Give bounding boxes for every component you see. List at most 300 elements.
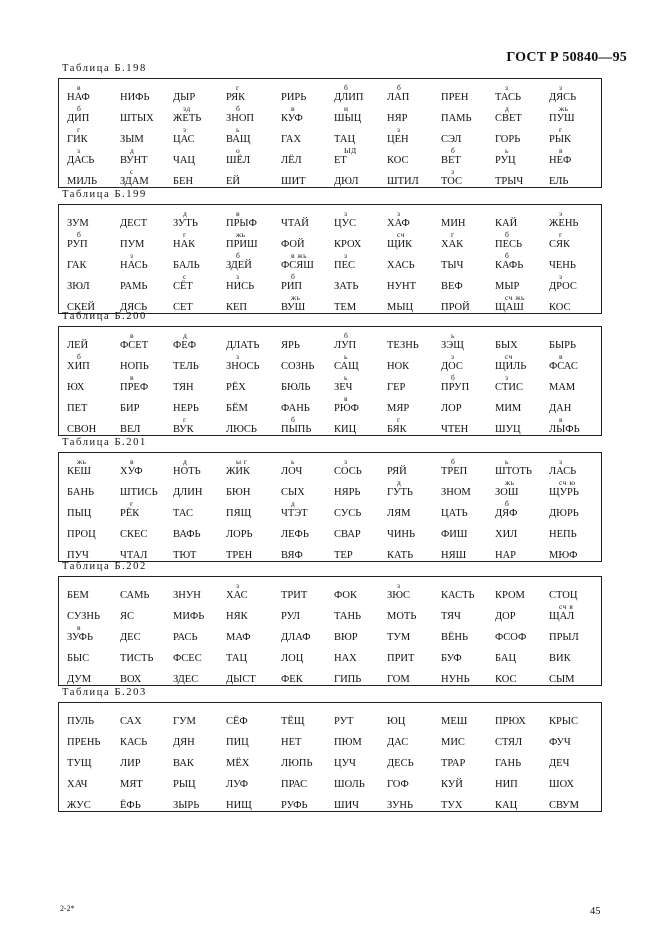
pronunciation-mark — [173, 499, 227, 508]
syllable-word: ЗЮС — [387, 590, 411, 601]
pronunciation-mark: с — [183, 272, 187, 281]
syllable-word: ФСЕС — [173, 653, 202, 664]
table-cell — [120, 394, 174, 414]
table-cell — [67, 623, 121, 643]
table-cell — [495, 146, 549, 166]
table-cell — [67, 230, 121, 250]
table-cell — [120, 623, 174, 643]
table-cell — [334, 623, 388, 643]
syllable-word: ЛОЦ — [281, 653, 304, 664]
pronunciation-mark — [226, 415, 280, 424]
syllable-word: КАФЬ — [495, 260, 524, 271]
syllable-word: РЯЙ — [387, 466, 407, 477]
pronunciation-mark — [441, 209, 495, 218]
table-cell — [495, 478, 549, 498]
syllable-word: ШИТ — [281, 176, 306, 187]
syllable-word: НАСЬ — [120, 260, 148, 271]
pronunciation-mark — [549, 499, 603, 508]
pronunciation-mark — [334, 230, 388, 239]
pronunciation-mark — [120, 104, 174, 113]
syllable-word: ПРИШ — [226, 239, 258, 250]
table-cell — [226, 623, 280, 643]
pronunciation-mark: з — [559, 272, 563, 281]
syllable-word: ЮХ — [67, 382, 85, 393]
pronunciation-mark: д — [505, 104, 510, 113]
pronunciation-mark — [281, 167, 335, 176]
pronunciation-mark — [281, 352, 335, 361]
pronunciation-mark — [334, 272, 388, 281]
pronunciation-mark — [67, 499, 121, 508]
table-cell — [495, 791, 549, 811]
table-cell — [67, 457, 121, 477]
syllable-word: ЕЛЬ — [549, 176, 569, 187]
pronunciation-mark — [173, 541, 227, 550]
pronunciation-mark — [549, 707, 603, 716]
table-cell — [173, 791, 227, 811]
pronunciation-mark — [495, 125, 549, 134]
table-cell — [281, 373, 335, 393]
syllable-word: ЛАСЬ — [549, 466, 577, 477]
pronunciation-mark — [120, 665, 174, 674]
syllable-word: ЗЫРЬ — [173, 800, 200, 811]
syllable-word: НИСЬ — [226, 281, 255, 292]
pronunciation-mark — [281, 770, 335, 779]
syllable-word: ДРОС — [549, 281, 577, 292]
pronunciation-mark — [495, 791, 549, 800]
pronunciation-mark — [441, 623, 495, 632]
table-cell — [495, 125, 549, 145]
table-cell — [67, 520, 121, 540]
table-cell — [387, 104, 441, 124]
syllable-word: СУСЬ — [334, 508, 362, 519]
pronunciation-mark — [495, 623, 549, 632]
table-cell — [226, 499, 280, 519]
syllable-word: СВУМ — [549, 800, 579, 811]
pronunciation-mark — [495, 209, 549, 218]
table-cell — [281, 272, 335, 292]
table-cell — [226, 394, 280, 414]
syllable-word: ЗЭЩ — [441, 340, 464, 351]
pronunciation-mark — [120, 352, 174, 361]
pronunciation-mark — [441, 770, 495, 779]
syllable-word: НЯК — [226, 611, 248, 622]
pronunciation-mark: з — [397, 581, 401, 590]
syllable-word: ЧТЭТ — [281, 508, 308, 519]
table-cell — [226, 707, 280, 727]
table-cell — [549, 331, 603, 351]
table-cell — [281, 352, 335, 372]
pronunciation-mark — [173, 352, 227, 361]
syllable-word: СЁФ — [226, 716, 248, 727]
pronunciation-mark: б — [291, 415, 296, 424]
table-cell — [549, 104, 603, 124]
pronunciation-mark — [549, 373, 603, 382]
syllable-word: ДЕС — [120, 632, 141, 643]
table-cell — [120, 728, 174, 748]
syllable-word: ТУХ — [441, 800, 463, 811]
syllable-word: РУТ — [334, 716, 354, 727]
syllable-word: ГИПЬ — [334, 674, 362, 685]
syllable-word: КАСТЬ — [441, 590, 475, 601]
table-cell — [495, 83, 549, 103]
table-cell — [495, 415, 549, 435]
table-cell — [226, 457, 280, 477]
syllable-word: ШТЫХ — [120, 113, 154, 124]
table-cell — [226, 644, 280, 664]
pronunciation-mark — [549, 331, 603, 340]
syllable-word: ДАС — [387, 737, 409, 748]
syllable-word: ДЛИН — [173, 487, 203, 498]
table-cell — [334, 272, 388, 292]
pronunciation-mark — [173, 373, 227, 382]
table-cell — [549, 791, 603, 811]
table-cell — [226, 415, 280, 435]
syllable-word: ЦЕН — [387, 134, 409, 145]
syllable-word: КОС — [387, 155, 409, 166]
pronunciation-mark — [387, 707, 441, 716]
syllable-word: ЗУТЬ — [173, 218, 198, 229]
table-cell — [120, 293, 174, 313]
table-cell — [441, 83, 495, 103]
syllable-word: СЕТ — [173, 302, 193, 313]
table-cell — [549, 644, 603, 664]
table-cell — [387, 665, 441, 685]
table-cell — [441, 665, 495, 685]
table-cell — [495, 623, 549, 643]
pronunciation-mark — [441, 394, 495, 403]
table-cell — [549, 352, 603, 372]
pronunciation-mark: б — [236, 104, 241, 113]
pronunciation-mark — [173, 251, 227, 260]
table-cell — [173, 83, 227, 103]
pronunciation-mark: ь — [344, 352, 348, 361]
table-cell — [281, 707, 335, 727]
table-cell — [173, 209, 227, 229]
syllable-word: ДЮРЬ — [549, 508, 579, 519]
pronunciation-mark — [495, 394, 549, 403]
syllable-word: ХАЧ — [67, 779, 88, 790]
pronunciation-mark: б — [77, 230, 82, 239]
syllable-word: ЗНУН — [173, 590, 201, 601]
table-cell — [387, 373, 441, 393]
table-cell — [495, 581, 549, 601]
table-cell — [334, 644, 388, 664]
syllable-word: ЯС — [120, 611, 135, 622]
pronunciation-mark: г — [559, 125, 563, 134]
table-cell — [120, 644, 174, 664]
pronunciation-mark — [226, 373, 280, 382]
table-cell — [441, 352, 495, 372]
syllable-word: ГУТЬ — [387, 487, 413, 498]
page-number: 45 — [590, 906, 601, 917]
table-cell — [549, 707, 603, 727]
syllable-word: ХИЛ — [495, 529, 518, 540]
pronunciation-mark — [387, 644, 441, 653]
pronunciation-mark — [441, 293, 495, 302]
table-cell — [226, 331, 280, 351]
syllable-word: СВОН — [67, 424, 97, 435]
pronunciation-mark — [120, 728, 174, 737]
pronunciation-mark — [387, 394, 441, 403]
syllable-word: ТЕМ — [334, 302, 357, 313]
pronunciation-mark: ь — [291, 457, 295, 466]
pronunciation-mark: з — [451, 352, 455, 361]
pronunciation-mark: жь — [236, 230, 246, 239]
pronunciation-mark — [334, 602, 388, 611]
syllable-word: ТЕЗНЬ — [387, 340, 419, 351]
syllable-word: ЯРЬ — [281, 340, 300, 351]
syllable-word: ЦУЧ — [334, 758, 356, 769]
syllable-word: МЫР — [495, 281, 520, 292]
syllable-word: НУНЬ — [441, 674, 470, 685]
table-cell — [281, 146, 335, 166]
table-cell — [226, 749, 280, 769]
table-cell — [495, 352, 549, 372]
syllable-word: ТЁЩ — [281, 716, 305, 727]
pronunciation-mark — [173, 520, 227, 529]
table-cell — [120, 272, 174, 292]
pronunciation-mark — [441, 104, 495, 113]
table-cell — [173, 728, 227, 748]
syllable-word: МИМ — [495, 403, 522, 414]
table-cell — [226, 478, 280, 498]
syllable-word: ХАФ — [387, 218, 410, 229]
pronunciation-mark — [334, 478, 388, 487]
pronunciation-mark — [120, 415, 174, 424]
pronunciation-mark — [549, 749, 603, 758]
pronunciation-mark — [441, 415, 495, 424]
syllable-word: ШЁЛ — [226, 155, 251, 166]
syllable-word: БИР — [120, 403, 140, 414]
pronunciation-mark — [226, 770, 280, 779]
syllable-word: РЮФ — [334, 403, 359, 414]
syllable-word: ЧЕНЬ — [549, 260, 576, 271]
syllable-word: ЗДЕЙ — [226, 260, 252, 271]
table-cell — [173, 373, 227, 393]
pronunciation-mark — [387, 520, 441, 529]
table-cell — [281, 394, 335, 414]
syllable-word: КУЙ — [441, 779, 463, 790]
table-cell — [173, 602, 227, 622]
pronunciation-mark — [173, 146, 227, 155]
syllable-word: ЧТЕН — [441, 424, 469, 435]
syllable-word: ЛЕФЬ — [281, 529, 309, 540]
pronunciation-mark — [173, 293, 227, 302]
syllable-word: ДЮЛ — [334, 176, 359, 187]
pronunciation-mark: жь — [291, 293, 301, 302]
pronunciation-mark: б — [451, 457, 456, 466]
syllable-word: ПУЛЬ — [67, 716, 94, 727]
table-cell — [281, 104, 335, 124]
pronunciation-mark: з — [130, 251, 134, 260]
pronunciation-mark: в — [130, 457, 135, 466]
pronunciation-mark — [67, 770, 121, 779]
table-cell — [387, 331, 441, 351]
pronunciation-mark — [387, 623, 441, 632]
pronunciation-mark: ь — [505, 146, 509, 155]
word-table — [58, 326, 602, 436]
syllable-word: ЧТАЙ — [281, 218, 309, 229]
syllable-word: ГУМ — [173, 716, 196, 727]
pronunciation-mark: д — [183, 331, 188, 340]
syllable-word: РЫК — [549, 134, 571, 145]
pronunciation-mark — [495, 770, 549, 779]
table-cell — [226, 293, 280, 313]
table-cell — [173, 707, 227, 727]
table-cell — [334, 770, 388, 790]
table-cell — [387, 125, 441, 145]
table-cell — [549, 665, 603, 685]
syllable-word: ЩАШ — [495, 302, 524, 313]
table-cell — [334, 251, 388, 271]
syllable-word: ДАН — [549, 403, 572, 414]
syllable-word: СКЕС — [120, 529, 148, 540]
syllable-word: ТАЦ — [334, 134, 356, 145]
syllable-word: ТАСЬ — [495, 92, 521, 103]
table-cell — [281, 209, 335, 229]
pronunciation-mark — [281, 125, 335, 134]
pronunciation-mark: в — [559, 146, 564, 155]
syllable-word: ГАК — [67, 260, 87, 271]
syllable-word: БЁМ — [226, 403, 248, 414]
table-cell — [334, 293, 388, 313]
pronunciation-mark — [173, 791, 227, 800]
syllable-word: ВЁНЬ — [441, 632, 469, 643]
table-cell — [67, 146, 121, 166]
table-cell — [495, 728, 549, 748]
pronunciation-mark: в — [77, 623, 82, 632]
syllable-word: МАМ — [549, 382, 576, 393]
table-cell — [441, 499, 495, 519]
table-cell — [387, 478, 441, 498]
pronunciation-mark: з — [344, 251, 348, 260]
pronunciation-mark: в жь — [291, 251, 308, 260]
syllable-word: ЗНОП — [226, 113, 255, 124]
syllable-word: КАТЬ — [387, 550, 414, 561]
pronunciation-mark — [387, 104, 441, 113]
table-cell — [120, 331, 174, 351]
pronunciation-mark — [334, 623, 388, 632]
syllable-word: ЗЫМ — [120, 134, 144, 145]
pronunciation-mark: сч — [397, 230, 405, 239]
syllable-word: БЮН — [226, 487, 251, 498]
table-cell — [441, 272, 495, 292]
pronunciation-mark — [549, 728, 603, 737]
table-cell — [495, 770, 549, 790]
table-cell — [120, 104, 174, 124]
syllable-word: ЛИР — [120, 758, 141, 769]
table-cell — [120, 83, 174, 103]
pronunciation-mark: д — [183, 457, 188, 466]
pronunciation-mark — [387, 665, 441, 674]
syllable-word: ДЫР — [173, 92, 196, 103]
pronunciation-mark — [387, 770, 441, 779]
table-cell — [387, 728, 441, 748]
pronunciation-mark — [495, 581, 549, 590]
table-cell — [281, 520, 335, 540]
table-cell — [281, 623, 335, 643]
pronunciation-mark: б — [77, 104, 82, 113]
pronunciation-mark — [281, 83, 335, 92]
syllable-word: ГОФ — [387, 779, 409, 790]
table-cell — [120, 146, 174, 166]
pronunciation-mark — [120, 293, 174, 302]
table-cell — [441, 125, 495, 145]
syllable-word: КАСЬ — [120, 737, 148, 748]
table-cell — [387, 581, 441, 601]
table-cell — [441, 293, 495, 313]
table-cell — [67, 83, 121, 103]
table-cell — [120, 791, 174, 811]
syllable-word: СТЯЛ — [495, 737, 523, 748]
pronunciation-mark: зд — [183, 104, 191, 113]
syllable-word: САЩ — [334, 361, 359, 372]
table-cell — [549, 602, 603, 622]
table-cell — [441, 770, 495, 790]
syllable-word: МЕШ — [441, 716, 468, 727]
syllable-word: ДЛАФ — [281, 632, 311, 643]
pronunciation-mark — [173, 478, 227, 487]
pronunciation-mark — [334, 770, 388, 779]
syllable-word: ШОХ — [549, 779, 574, 790]
pronunciation-mark — [387, 293, 441, 302]
syllable-word: МАФ — [226, 632, 251, 643]
pronunciation-mark — [334, 167, 388, 176]
syllable-word: ЕЙ — [226, 176, 240, 187]
pronunciation-mark: в — [130, 373, 135, 382]
syllable-word: НЕФ — [549, 155, 572, 166]
syllable-word: ПАМЬ — [441, 113, 472, 124]
table-cell — [120, 707, 174, 727]
syllable-word: ПИЦ — [226, 737, 249, 748]
syllable-word: СВАР — [334, 529, 361, 540]
syllable-word: ВАФЬ — [173, 529, 201, 540]
pronunciation-mark — [173, 394, 227, 403]
table-cell — [120, 125, 174, 145]
syllable-word: СЯК — [549, 239, 571, 250]
table-cell — [549, 581, 603, 601]
syllable-word: ПРОЦ — [67, 529, 96, 540]
pronunciation-mark — [334, 520, 388, 529]
pronunciation-mark — [173, 167, 227, 176]
table-cell — [441, 209, 495, 229]
table-cell — [387, 167, 441, 187]
pronunciation-mark — [120, 520, 174, 529]
pronunciation-mark — [387, 373, 441, 382]
syllable-word: ЕТ — [334, 155, 347, 166]
syllable-word: СЫХ — [281, 487, 305, 498]
table-cell — [226, 602, 280, 622]
table-cell — [495, 665, 549, 685]
table-cell — [334, 331, 388, 351]
pronunciation-mark — [120, 209, 174, 218]
table-cell — [173, 770, 227, 790]
table-cell — [120, 373, 174, 393]
pronunciation-mark: и — [344, 104, 349, 113]
table-cell — [387, 541, 441, 561]
pronunciation-mark: г — [559, 230, 563, 239]
table-caption: Таблица Б.202 — [62, 561, 147, 572]
table-cell — [334, 602, 388, 622]
table-cell — [549, 728, 603, 748]
table-cell — [549, 749, 603, 769]
syllable-word: СУЗНЬ — [67, 611, 101, 622]
pronunciation-mark: б — [344, 83, 349, 92]
pronunciation-mark — [67, 602, 121, 611]
table-cell — [67, 352, 121, 372]
table-cell — [334, 167, 388, 187]
pronunciation-mark — [549, 167, 603, 176]
